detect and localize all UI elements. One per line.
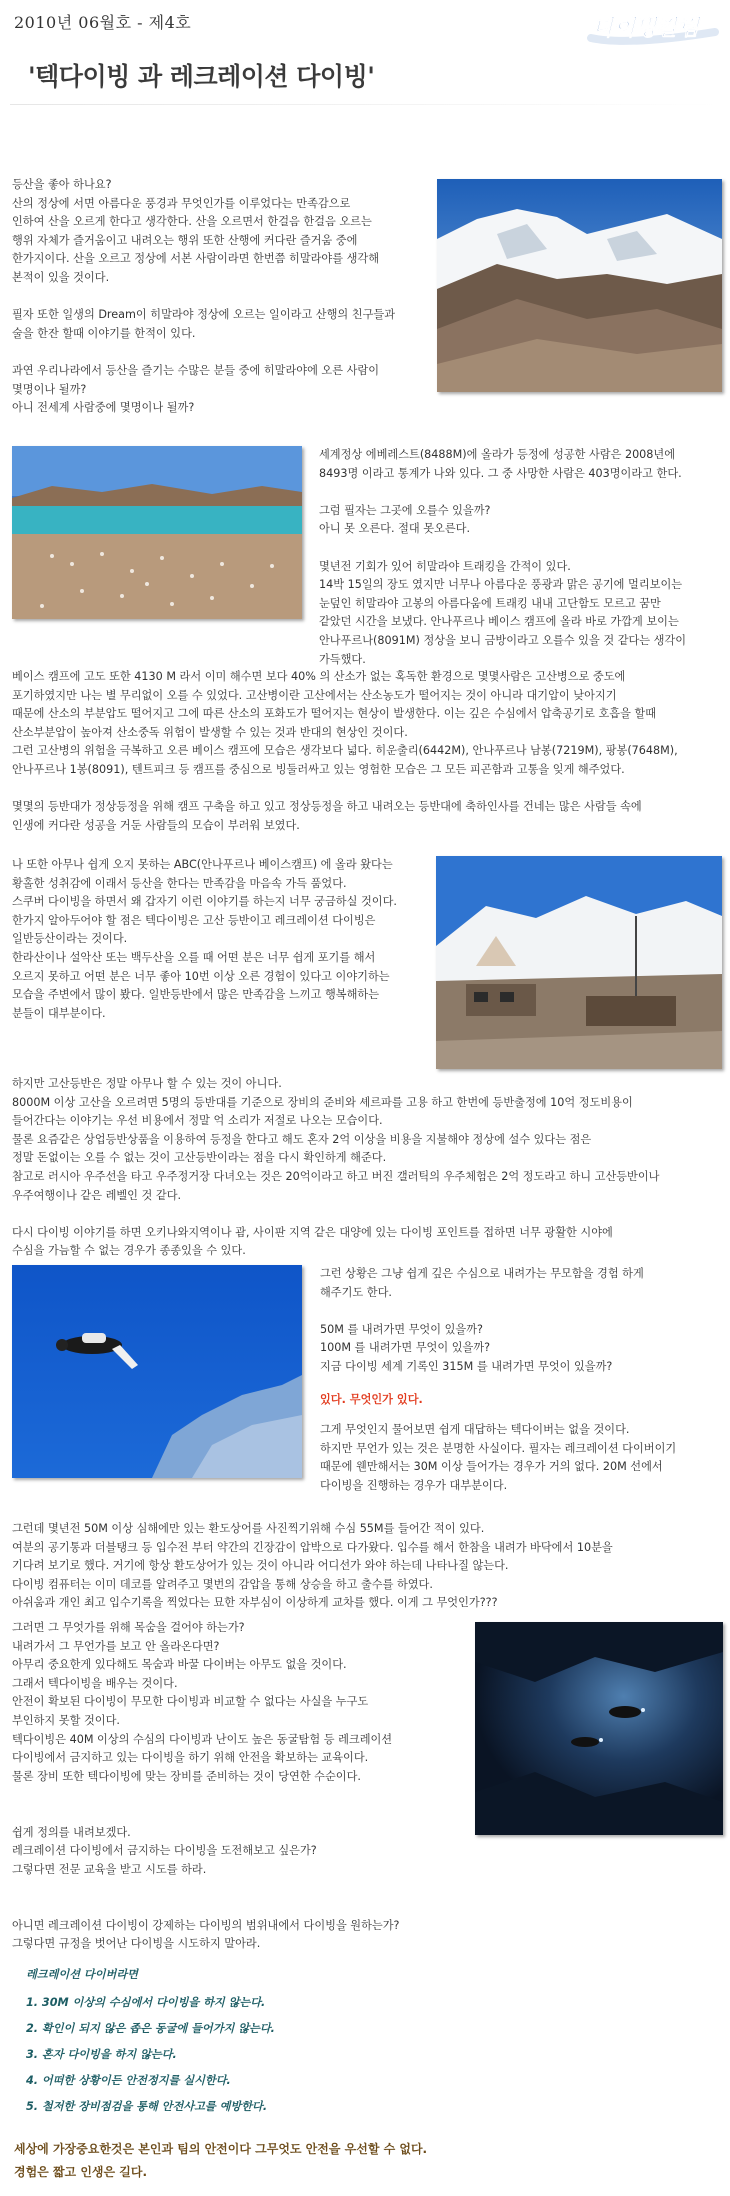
issue-label: 2010년 06월호 - 제4호 (14, 13, 192, 32)
title-divider (10, 104, 720, 105)
page-title: '텍다이빙 과 레크레이션 다이빙' (28, 62, 375, 91)
rule-item-3: 3. 혼자 다이빙을 하지 않는다. (26, 2048, 177, 2061)
abc-photo (436, 856, 722, 1069)
rule-item-2: 2. 확인이 되지 않은 좁은 동굴에 들어가지 않는다. (26, 2022, 275, 2035)
closing-line-2: 경험은 짧고 인생은 길다. (14, 2165, 148, 2179)
lake-photo (12, 446, 302, 619)
cave-diver-photo (475, 1622, 723, 1835)
basecamp-text: 베이스 캠프에 고도 또한 4130 M 라서 이미 해수면 보다 40% 의 산소가 없는 혹독한 환경으로 몇몇사람은 고산병으로 중도에 포기하였지만 나는 별 무리없이 오를 수 있었다. 고산병이란 고산에서는 산소농도가 떨어지는 것이 아니라 대기압이 낮아지기 때문에 산소의 부분압도 떨어지고 그에 따른 산소의 포화도가 떨어지는 현상이 발생한다. 이는 깊은 수심에서 압축공기로 호흡을 할때 산소부분압이 높아져 산소중독 위험이 발생할 수 있는 것과 반대의 현상인 것이다. 그런 고산병의 위험을 극복하고 오른 베이스 캠프에 모습은 생각보다 넓다. 히운출리(6442M), 안나푸르나 남봉(7219M), 팡봉(7648M), 안나푸르나 1봉(8091), 텐트피크 등 캠프를 중심으로 빙둘러싸고 있는 영험한 모습은 그 모든 피곤함과 고통을 잊게 해주었다. 몇몇의 등반대가 정상등정을 위해 캠프 구축을 하고 있고 정상등정을 하고 내려오는 등반대에 축하인사를 건네는 많은 사람들 속에 인생에 커다란 성공을 거둔 사람들의 모습이 부러워 보였다. (12, 670, 678, 832)
himalaya-photo (437, 179, 722, 392)
intro-text: 등산을 좋아 하나요? 산의 정상에 서면 아름다운 풍경과 무엇인가를 이루었다는 만족감으로 인하여 산을 오르게 한다고 생각한다. 산을 오르면서 한걸음 한걸음 오르는 행위 자체가 즐거움이고 내려오는 행위 또한 산행에 커다란 즐거움 중에 한가지이다. 산을 오르고 정상에 서본 사람이라면 한번쯤 히말라야를 생각해 본적이 있을 것이다. 필자 또한 일생의 Dream이 히말라야 정상에 오르는 일이라고 산행의 친구들과 술을 한잔 할때 이야기를 한적이 있다. 과연 우리나라에서 등산을 즐기는 수많은 분들 중에 히말라야에 오른 사람이 몇명이나 될까? 아니 전세계 사람중에 몇명이나 될까? (12, 178, 396, 415)
svg-text:다이빙칼럼: 다이빙칼럼 (593, 16, 700, 41)
abc-text: 나 또한 아무나 쉽게 오지 못하는 ABC(안나푸르나 베이스캠프) 에 올라 왔다는 황홀한 성취감에 이래서 등산을 한다는 만족감을 마음속 가득 품었다. 스쿠버 다이빙을 하면서 왜 갑자기 이런 이야기를 하는지 너무 궁금하실 것이다. 한가지 알아두어야 할 점은 텍다이빙은 고산 등반이고 레크레이션 다이빙은 일반등산이라는 것이다. 한라산이나 설악산 또는 백두산을 오를 때 어떤 분은 너무 쉽게 포기를 해서 오르지 못하고 어떤 분은 너무 좋아 10번 이상 오른 경험이 있다고 이야기하는 모습을 주변에서 많이 봤다. 일반등반에서 많은 만족감을 느끼고 행복해하는 분들이 대부분이다. (12, 858, 397, 1020)
header (0, 0, 730, 130)
diver-photo (12, 1265, 302, 1478)
rule-item-1: 1. 30M 이상의 수심에서 다이빙을 하지 않는다. (26, 1996, 266, 2009)
thresher-text: 그런데 몇년전 50M 이상 심해에만 있는 환도상어를 사진찍기위해 수심 55M를 들어간 적이 있다. 여분의 공기통과 더블탱크 등 입수전 부터 약간의 긴장감이 압박으로 다가왔다. 입수를 해서 한참을 내려가 바닥에서 10분을 기다려 보기로 했다. 거기에 항상 환도상어가 있는 것이 아니라 어디선가 와야 하는데 나타나질 않는다. 다이빙 컴퓨터는 이미 데코를 알려주고 몇번의 감압을 통해 상승을 하고 출수를 하였다. 아쉬움과 개인 최고 입수기록을 찍었다는 묘한 자부심이 이상하게 교차를 했다. 이게 그 무엇인가??? (12, 1522, 613, 1610)
brand-logo (587, 8, 722, 48)
closing-line-1: 세상에 가장중요한것은 본인과 팀의 안전이다 그무엇도 안전을 우선할 수 없다. (14, 2142, 428, 2156)
recreational-text: 그게 무엇인지 물어보면 쉽게 대답하는 텍다이버는 없을 것이다. 하지만 무언가 있는 것은 분명한 사실이다. 필자는 레크레이션 다이버이기 때문에 웬만해서는 30M 이상 들어가는 경우가 거의 없다. 20M 선에서 다이빙을 진행하는 경우가 대부분이다. (320, 1423, 677, 1492)
cost-text: 하지만 고산등반은 정말 아무나 할 수 있는 것이 아니다. 8000M 이상 고산을 오르려면 5명의 등반대를 기준으로 장비의 준비와 셰르파를 고용 하고 한번에 등반출정에 10억 정도비용이 들어간다는 이야기는 우선 비용에서 정말 억 소리가 저절로 나오는 모습이다. 물론 요즘같은 상업등반상품을 이용하여 등정을 한다고 해도 혼자 2억 이상을 비용을 지불해야 정상에 설수 있다는 점은 정말 돈없이는 오를 수 없는 것이 고산등반이라는 점을 다시 확인하게 해준다. 참고로 러시아 우주선을 타고 우주정거장 다녀오는 것은 20억이라고 하고 버진 갤러틱의 우주체험은 2억 정도라고 하니 고산등반이나 우주여행이나 같은 레벨인 것 같다. 다시 다이빙 이야기를 하면 오키나와지역이나 괌, 사이판 지역 같은 대양에 있는 다이빙 포인트를 접하면 너무 광활한 시야에 수심을 가늠할 수 없는 경우가 종종있을 수 있다. (12, 1077, 660, 1258)
definition-text: 그러면 그 무엇가를 위해 목숨을 걸어야 하는가? 내려가서 그 무언가를 보고 안 올라온다면? 아무리 중요한게 있다해도 목숨과 바꿀 다이버는 아무도 없을 것이다. 그래서 텍다이빙을 배우는 것이다. 안전이 확보된 다이빙이 무모한 다이빙과 비교할 수 없다는 사실을 누구도 부인하지 못할 것이다. 텍다이빙은 40M 이상의 수심의 다이빙과 난이도 높은 동굴탐험 등 레크레이션 다이빙에서 금지하고 있는 다이빙을 하기 위해 안전을 확보하는 교육이다. 물론 장비 또한 텍다이빙에 맞는 장비를 준비하는 것이 당연한 수순이다. 쉽게 정의를 내려보겠다. 레크레이션 다이빙에서 금지하는 다이빙을 도전해보고 싶은가? 그렇다면 전문 교육을 받고 시도를 하라. 아니면 레크레이션 다이빙이 강제하는 다이빙의 범위내에서 다이빙을 원하는가? 그렇다면 규정을 벗어난 다이빙을 시도하지 말아라. (12, 1621, 400, 1951)
highlight-text: 있다. 무엇인가 있다. (320, 1393, 423, 1406)
rule-item-5: 5. 철저한 장비점검을 통해 안전사고를 예방한다. (26, 2100, 268, 2113)
rule-item-4: 4. 어떠한 상황이든 안전정지를 실시한다. (26, 2074, 231, 2087)
rules-title: 레크레이션 다이버라면 (26, 1968, 138, 1981)
everest-text: 세계정상 에베레스트(8488M)에 올라가 등정에 성공한 사람은 2008년에 8493명 이라고 통계가 나와 있다. 그 중 사망한 사람은 403명이라고 한다. 그럼 필자는 그곳에 오를수 있을까? 아니 못 오른다. 절대 못오른다. 몇년전 기회가 있어 히말라야 트래킹을 간적이 있다. 14박 15일의 장도 였지만 너무나 아름다운 풍광과 맑은 공기에 멀리보이는 눈덮인 히말라야 고봉의 아름다움에 트래킹 내내 고단함도 모르고 꿈만 같았던 시간을 보냈다. 안나푸르나 베이스 캠프에 올라 바로 가깝게 보이는 안나푸르나(8091M) 정상을 보니 금방이라고 오를수 있을 것 같다는 생각이 가득했다. (319, 448, 687, 666)
depth-text: 그런 상황은 그냥 쉽게 깊은 수심으로 내려가는 무모함을 경험 하게 해주기도 한다. 50M 를 내려가면 무엇이 있을까? 100M 를 내려가면 무엇이 있을까? 지금 다이빙 세계 기록인 315M 를 내려가면 무엇이 있을까? (320, 1267, 644, 1373)
